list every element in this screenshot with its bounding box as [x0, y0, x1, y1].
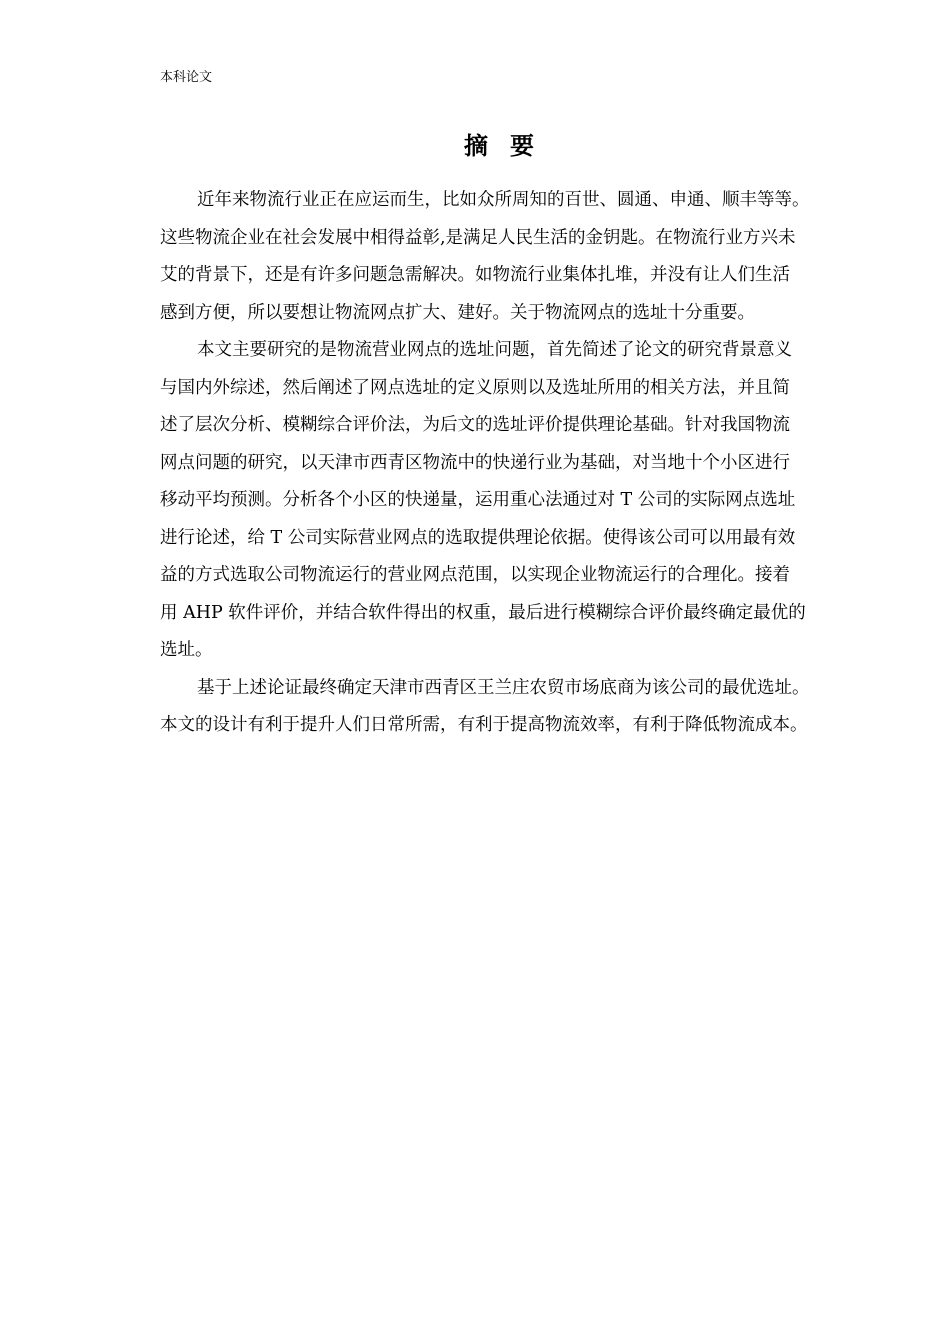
- text-line: 感到方便，所以要想让物流网点扩大、建好。关于物流网点的选址十分重要。: [160, 302, 755, 323]
- paragraph-3: [160, 670, 880, 745]
- text-line: 移动平均预测。分析各个小区的快递量，运用重心法通过对 T 公司的实际网点选址: [160, 490, 796, 510]
- text-line: 本文的设计有利于提升人们日常所需，有利于提高物流效率，有利于降低物流成本。: [160, 715, 808, 735]
- text-line: 基于上述论证最终确定天津市西青区王兰庄农贸市场底商为该公司的最优选址。: [197, 677, 810, 698]
- abstract-body: [160, 182, 880, 745]
- paragraph-2: [160, 332, 880, 670]
- paragraph-1: [160, 182, 880, 332]
- text-line: 用 AHP 软件评价，并结合软件得出的权重，最后进行模糊综合评价最终确定最优的: [160, 602, 806, 623]
- text-line: 述了层次分析、模糊综合评价法，为后文的选址评价提供理论基础。针对我国物流: [160, 415, 790, 435]
- text-line: 进行论述，给 T 公司实际营业网点的选取提供理论依据。使得该公司可以用最有效: [160, 527, 796, 548]
- text-line: 近年来物流行业正在应运而生，比如众所周知的百世、圆通、申通、顺丰等等。: [197, 190, 810, 210]
- text-line: 艾的背景下，还是有许多问题急需解决。如物流行业集体扎堆，并没有让人们生活: [160, 265, 790, 285]
- text-line: 这些物流企业在社会发展中相得益彰,是满足人民生活的金钥匙。在物流行业方兴未: [160, 227, 796, 248]
- text-line: 本文主要研究的是物流营业网点的选址问题，首先简述了论文的研究背景意义: [197, 340, 792, 360]
- text-line: 益的方式选取公司物流运行的营业网点范围，以实现企业物流运行的合理化。接着: [160, 565, 790, 585]
- running-header: 本科论文: [160, 70, 213, 85]
- text-line: 网点问题的研究，以天津市西青区物流中的快递行业为基础，对当地十个小区进行: [160, 452, 790, 473]
- abstract-title: 摘要: [464, 131, 556, 160]
- text-line: 与国内外综述，然后阐述了网点选址的定义原则以及选址所用的相关方法，并且简: [160, 377, 790, 398]
- text-line: 选址。: [160, 640, 213, 660]
